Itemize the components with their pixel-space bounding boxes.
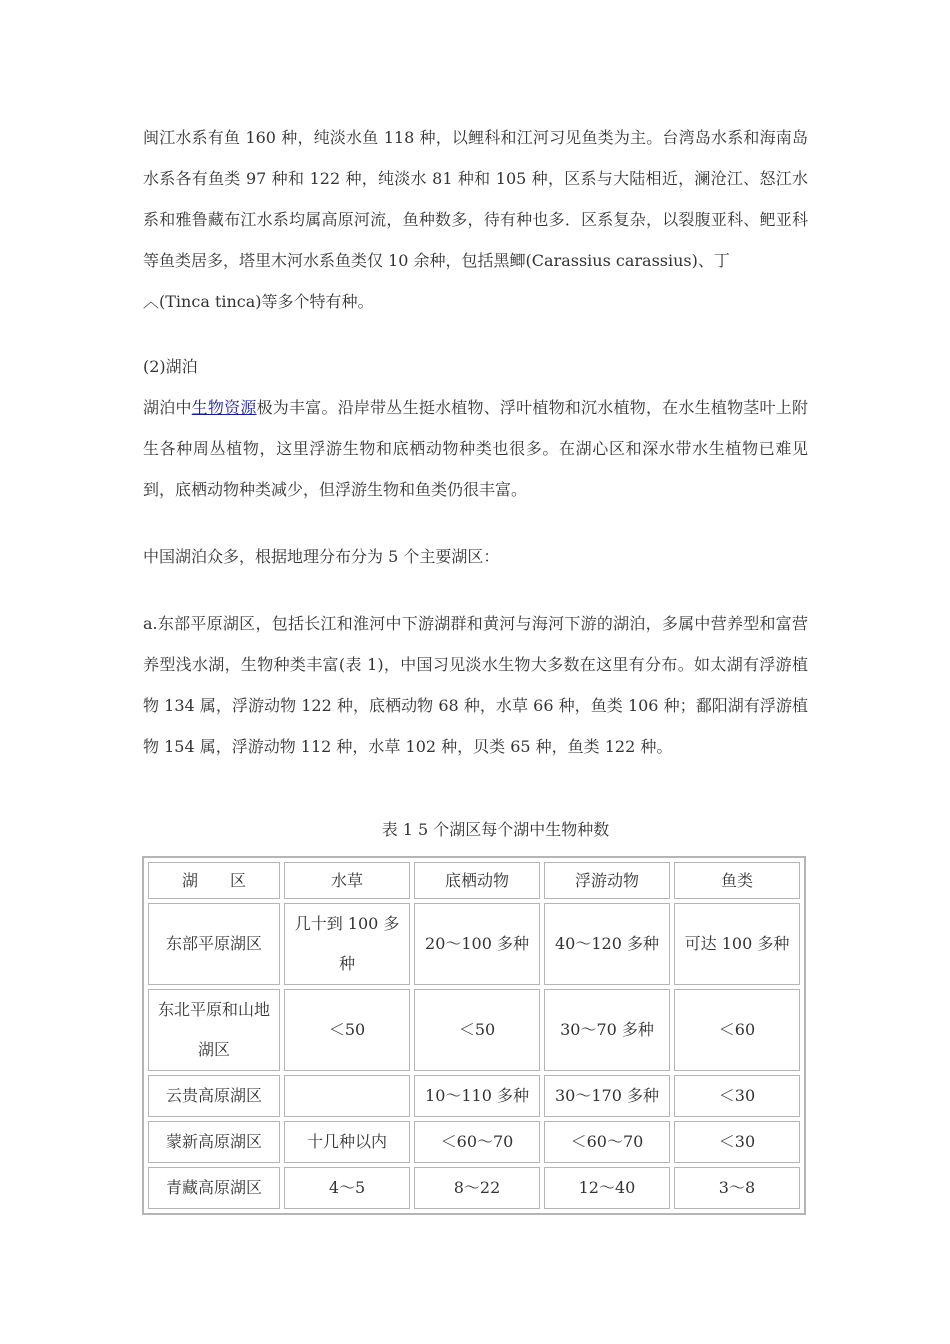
species-table [142, 856, 806, 1215]
paragraph-tail: (Tinca tinca)等多个特有种。 [159, 292, 374, 311]
cell-zooplankton: 30～70 多种 [544, 989, 670, 1071]
header-region: 湖 区 [148, 862, 280, 899]
table-header-row [148, 862, 800, 899]
biological-resources-link[interactable]: 生物资源 [191, 398, 257, 417]
cell-region: 蒙新高原湖区 [148, 1121, 280, 1163]
cell-benthos: 10～110 多种 [414, 1075, 540, 1117]
paragraph-text: 闽江水系有鱼 160 种，纯淡水鱼 118 种，以鲤科和江河习见鱼类为主。台湾岛水系和海南岛水系各有鱼类 97 种和 122 种，纯淡水 81 种和 105 种，区系与大陆相近，澜沧江、怒江水系和雅鲁藏布江水系均属高原河流，鱼种数多，待有种也多．区系复杂，以裂腹亚科、鲃亚科等鱼类居多，塔里木河水系鱼类仅 10 余种，包括黑鲫(Carassius carassius)、丁 [143, 128, 808, 270]
cell-fish: ＜30 [674, 1121, 800, 1163]
paragraph-lake-resources [143, 387, 808, 510]
cell-benthos: ＜60～70 [414, 1121, 540, 1163]
paragraph-eastern-plain: a.东部平原湖区，包括长江和淮河中下游湖群和黄河与海河下游的湖泊，多属中营养型和富营养型浅水湖，生物种类丰富(表 1)，中国习见淡水生物大多数在这里有分布。如太湖有浮游植物 134 属，浮游动物 122 种，底栖动物 68 种，水草 66 种，鱼类 106 种；鄱阳湖有浮游植物 154 属，浮游动物 112 种，水草 102 种，贝类 65 种，鱼类 122 种。 [143, 614, 808, 756]
cell-zooplankton: 30～170 多种 [544, 1075, 670, 1117]
cell-fish: 可达 100 多种 [674, 903, 800, 985]
cell-aquatic-plants: 几十到 100 多种 [284, 903, 410, 985]
cell-zooplankton: 12～40 [544, 1167, 670, 1209]
header-zooplankton: 浮游动物 [544, 862, 670, 899]
header-fish: 鱼类 [674, 862, 800, 899]
table-row [148, 1167, 800, 1209]
paragraph-lake-regions: 中国湖泊众多，根据地理分布分为 5 个主要湖区： [143, 547, 500, 566]
cell-benthos: 8～22 [414, 1167, 540, 1209]
cell-region: 青藏高原湖区 [148, 1167, 280, 1209]
table-row [148, 1075, 800, 1117]
paragraph-text: 极为丰富。沿岸带丛生挺水植物、浮叶植物和沉水植物，在水生植物茎叶上附生各种周丛植物，这里浮游生物和底栖动物种类也很多。在湖心区和深水带水生植物已难见到，底栖动物种类减少，但浮游生物和鱼类仍很丰富。 [143, 398, 808, 499]
cell-benthos: ＜50 [414, 989, 540, 1071]
cell-fish: ＜60 [674, 989, 800, 1071]
cell-aquatic-plants [284, 1075, 410, 1117]
table-row [148, 989, 800, 1071]
table-caption: 表 1 5 个湖区每个湖中生物种数 [381, 820, 610, 839]
cell-fish: ＜30 [674, 1075, 800, 1117]
cell-zooplankton: 40～120 多种 [544, 903, 670, 985]
cell-aquatic-plants: 十几种以内 [284, 1121, 410, 1163]
section-heading-lakes: (2)湖泊 [143, 357, 198, 376]
cell-benthos: 20～100 多种 [414, 903, 540, 985]
table-row [148, 903, 800, 985]
header-benthos: 底栖动物 [414, 862, 540, 899]
paragraph-river-systems [143, 117, 808, 322]
cell-region: 东部平原湖区 [148, 903, 280, 985]
paragraph-text: 湖泊中 [143, 398, 192, 417]
header-aquatic-plants: 水草 [284, 862, 410, 899]
document-body [143, 117, 808, 767]
cell-region: 云贵高原湖区 [148, 1075, 280, 1117]
cell-zooplankton: ＜60～70 [544, 1121, 670, 1163]
hat-glyph: ︿ [143, 292, 160, 311]
table-row [148, 1121, 800, 1163]
cell-region: 东北平原和山地湖区 [148, 989, 280, 1071]
cell-aquatic-plants: ＜50 [284, 989, 410, 1071]
cell-fish: 3～8 [674, 1167, 800, 1209]
cell-aquatic-plants: 4～5 [284, 1167, 410, 1209]
